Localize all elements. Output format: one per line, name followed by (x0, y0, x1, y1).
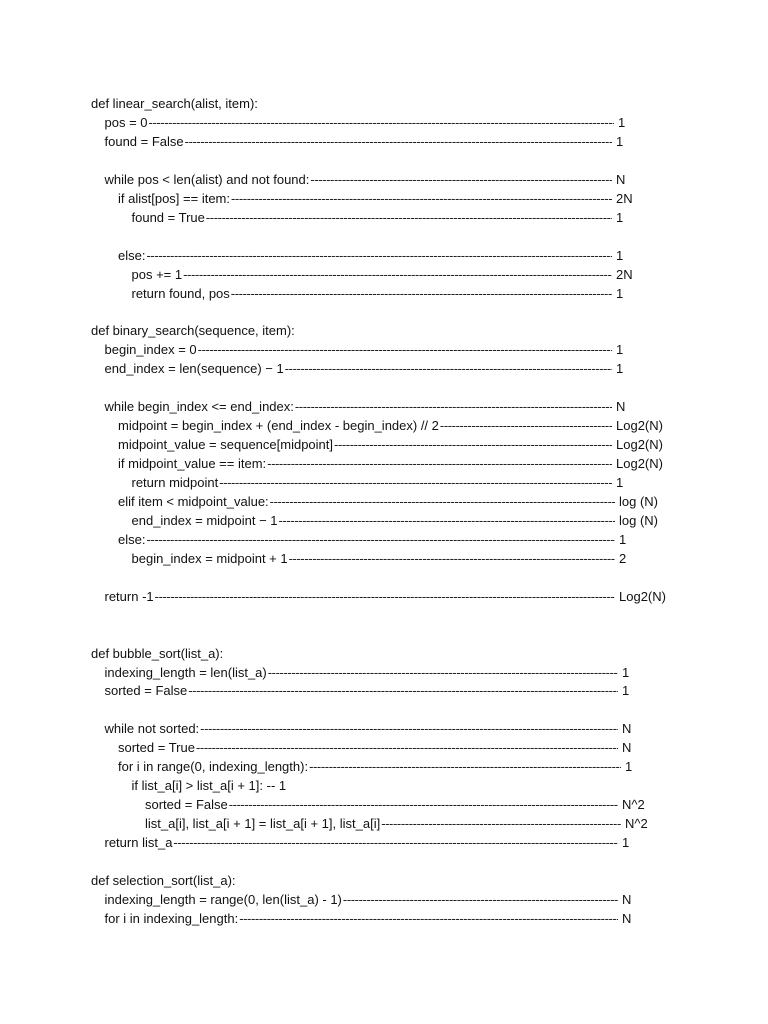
cost-annotation: 2N (616, 190, 633, 206)
cost-annotation: Log2(N) (619, 588, 666, 604)
blank-line (0, 852, 768, 871)
dash-leader (231, 189, 612, 208)
dash-leader (381, 814, 621, 833)
blank-line (0, 700, 768, 719)
cost-annotation: N (616, 171, 626, 187)
cost-annotation: 1 (619, 531, 627, 547)
cost-annotation: Log2(N) (616, 456, 663, 472)
blank-line (0, 378, 768, 397)
cost-annotation: 1 (618, 114, 626, 130)
code-text: elif item < midpoint_value: (118, 493, 269, 509)
cost-annotation: log (N) (619, 512, 659, 528)
code-line (0, 644, 768, 663)
cost-annotation: Log2(N) (616, 437, 663, 453)
code-text: def linear_search(alist, item): (91, 96, 258, 111)
cost-annotation: 1 (622, 683, 630, 699)
blank-line (0, 151, 768, 170)
cost-annotation: log (N) (619, 493, 659, 509)
code-text: while begin_index <= end_index: (104, 399, 294, 415)
code-text: for i in indexing_length: (104, 910, 239, 926)
dash-leader (279, 511, 616, 530)
cost-annotation: 1 (616, 475, 624, 490)
code-line (0, 833, 768, 852)
cost-annotation: N (622, 910, 632, 926)
dash-leader (206, 208, 612, 227)
cost-annotation: 1 (616, 209, 624, 225)
code-text: for i in range(0, indexing_length): (118, 759, 309, 775)
code-line (0, 94, 768, 113)
dash-leader (146, 246, 612, 265)
code-line (0, 321, 768, 340)
code-line (0, 663, 768, 682)
dash-leader (239, 909, 618, 928)
code-text: midpoint = begin_index + (end_index - begin_index) // 2 (118, 418, 439, 434)
code-text: pos = 0 (104, 114, 148, 130)
blank-line (0, 302, 768, 321)
code-line (0, 208, 768, 227)
code-line (0, 170, 768, 189)
code-line (0, 473, 768, 492)
code-line (0, 738, 768, 757)
dash-leader (343, 890, 618, 909)
dash-leader (173, 833, 618, 852)
code-line (0, 397, 768, 416)
code-text: indexing_length = range(0, len(list_a) - 1) (104, 891, 342, 907)
code-line (0, 189, 768, 208)
code-line (0, 681, 768, 700)
code-line (0, 795, 768, 814)
code-line (0, 132, 768, 151)
dash-leader (188, 681, 618, 700)
dash-leader (334, 435, 612, 454)
code-text: sorted = False (104, 683, 188, 699)
code-text: begin_index = 0 (104, 342, 197, 358)
dash-leader (155, 587, 615, 606)
code-text: indexing_length = len(list_a) (104, 664, 267, 680)
cost-annotation: 2 (619, 550, 627, 566)
code-text: midpoint_value = sequence[midpoint] (118, 437, 334, 453)
code-text: found = True (131, 209, 205, 225)
dash-leader (185, 132, 612, 151)
dash-leader (219, 473, 612, 492)
code-line (0, 719, 768, 738)
cost-annotation: N (622, 891, 632, 907)
code-line (0, 113, 768, 132)
code-line (0, 246, 768, 265)
cost-annotation: 1 (616, 133, 624, 149)
cost-annotation: N (622, 740, 632, 756)
code-line (0, 549, 768, 568)
dash-leader (268, 663, 618, 682)
dash-leader (196, 738, 618, 757)
code-text: while not sorted: (104, 721, 200, 737)
cost-annotation: 2N (616, 266, 633, 282)
code-text: if midpoint_value == item: (118, 456, 267, 472)
code-line (0, 871, 768, 890)
dash-leader (149, 113, 614, 132)
code-text: end_index = midpoint − 1 (131, 512, 278, 528)
dash-leader (183, 265, 612, 284)
code-line (0, 757, 768, 776)
code-line (0, 909, 768, 928)
code-line (0, 340, 768, 359)
cost-annotation: 1 (616, 342, 624, 358)
cost-annotation: N^2 (625, 816, 648, 832)
cost-annotation: 1 (622, 664, 630, 680)
dash-leader (146, 530, 615, 549)
code-text: begin_index = midpoint + 1 (131, 550, 288, 566)
code-line (0, 454, 768, 473)
cost-annotation: 1 (616, 361, 624, 377)
dash-leader (229, 795, 618, 814)
code-text: else: (118, 247, 146, 263)
code-text: found = False (104, 133, 184, 149)
code-line (0, 511, 768, 530)
cost-annotation: Log2(N) (616, 418, 663, 434)
cost-annotation: 1 (616, 285, 624, 301)
dash-leader (198, 340, 612, 359)
cost-annotation: 1 (616, 247, 624, 263)
dash-leader (231, 284, 612, 303)
code-text: return list_a (104, 835, 173, 851)
dash-leader (440, 416, 612, 435)
code-text: return midpoint (131, 475, 219, 490)
code-line (0, 492, 768, 511)
dash-leader (295, 397, 612, 416)
code-text: if list_a[i] > list_a[i + 1]: -- 1 (131, 778, 287, 794)
code-line (0, 284, 768, 303)
code-text: else: (118, 531, 146, 547)
code-line (0, 776, 768, 795)
code-text: def selection_sort(list_a): (91, 872, 236, 888)
cost-annotation: N (616, 399, 626, 415)
blank-line (0, 606, 768, 625)
dash-leader (289, 549, 615, 568)
dash-leader (310, 170, 612, 189)
code-line (0, 359, 768, 378)
code-text: sorted = False (145, 797, 228, 813)
cost-annotation: 1 (622, 835, 630, 851)
code-text: end_index = len(sequence) − 1 (104, 361, 284, 377)
cost-annotation: N (622, 721, 632, 737)
code-line (0, 265, 768, 284)
code-text: return -1 (104, 588, 154, 604)
code-line (0, 435, 768, 454)
code-text: def bubble_sort(list_a): (91, 645, 224, 661)
code-text: if alist[pos] == item: (118, 190, 230, 206)
dash-leader (309, 757, 621, 776)
dash-leader (267, 454, 612, 473)
dash-leader (270, 492, 615, 511)
cost-annotation: N^2 (622, 797, 645, 813)
code-text: def binary_search(sequence, item): (91, 323, 295, 339)
blank-line (0, 625, 768, 644)
code-text: sorted = True (118, 740, 195, 756)
code-line (0, 587, 768, 606)
blank-line (0, 568, 768, 587)
code-text: return found, pos (131, 285, 230, 301)
code-line (0, 530, 768, 549)
code-text: while pos < len(alist) and not found: (104, 171, 310, 187)
dash-leader (285, 359, 612, 378)
blank-line (0, 227, 768, 246)
code-text: list_a[i], list_a[i + 1] = list_a[i + 1], list_a[i] (145, 816, 381, 832)
code-text: pos += 1 (131, 266, 183, 282)
dash-leader (200, 719, 618, 738)
code-line (0, 814, 768, 833)
code-line (0, 416, 768, 435)
code-line (0, 890, 768, 909)
cost-annotation: 1 (625, 759, 633, 775)
